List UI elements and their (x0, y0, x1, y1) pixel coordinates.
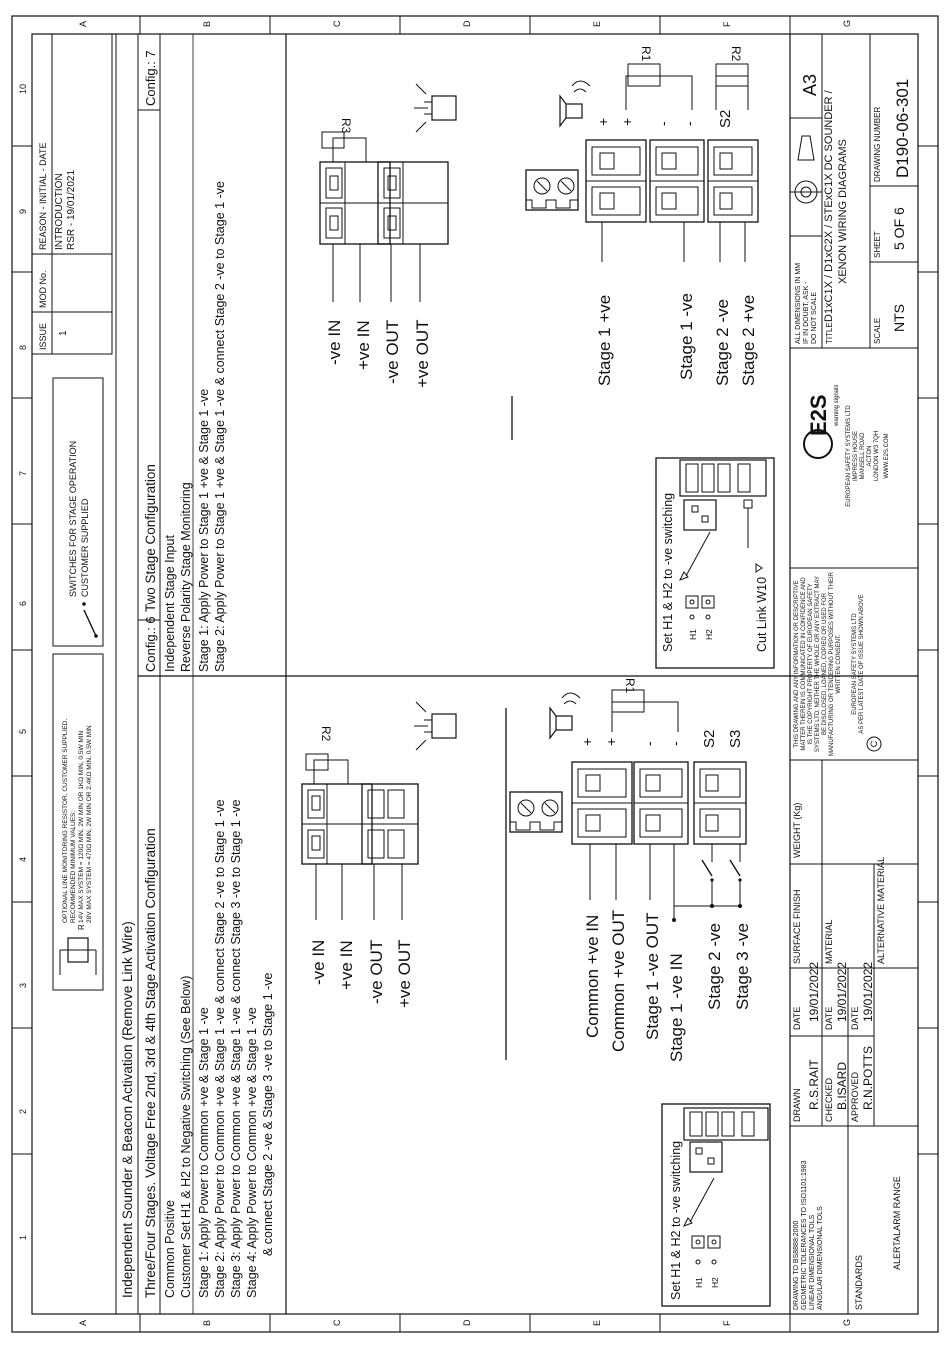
config6-line1: Common Positive (163, 1200, 177, 1298)
config6-sounder-wiring (510, 678, 752, 1062)
config6-sounder-label-3: Stage 1 -ve OUT (643, 912, 662, 1040)
config7-line2: Reverse Polarity Stage Monitoring (179, 482, 193, 672)
checked-name: B.ISARD (835, 1061, 849, 1110)
config6-switch-box (662, 1104, 770, 1306)
terminal-block (586, 140, 646, 222)
resistor (306, 754, 348, 784)
drawn-date: 19/01/2022 (807, 961, 821, 1022)
config6-line3: Stage 1: Apply Power to Common +ve & Stage 1 -ve (197, 1007, 211, 1298)
grid-number: 5 (18, 728, 28, 734)
h2-label: H2 (704, 629, 714, 640)
config6-r2-label: R2 (319, 726, 333, 742)
confidential-line1: THIS DRAWING AND ANY INFORMATION OR DESCRIPTIVE (794, 580, 800, 748)
projection-icon (790, 136, 822, 203)
sheet-size: A3 (800, 73, 820, 96)
grid-letter: D (462, 1319, 472, 1326)
std-line2: GEOMETRIC TOLERANCES TO ISO1101:1983 (801, 1160, 808, 1310)
rev-col-reason: REASON - INITIAL - DATE (38, 142, 48, 250)
config6-description (143, 676, 275, 1314)
grid-number: 9 (18, 208, 28, 214)
title-line2: XENON WIRING DIAGRAMS (837, 139, 849, 284)
weight-label: WEIGHT (Kg) (792, 802, 802, 858)
config6-beacon-label-2: +ve IN (337, 940, 356, 990)
config7-switch-box (656, 458, 774, 668)
grid-letter: C (332, 1319, 342, 1326)
config6-beacon-wiring (302, 702, 456, 1008)
logo-sub: warning signals (834, 384, 840, 426)
config7-beacon-label-2: +ve IN (354, 320, 373, 370)
confidential-line3: IS THE COPYRIGHT PROPERTY OF EUROPEAN SAFETY (808, 583, 814, 745)
beacon-icon (414, 702, 456, 750)
confidential-line8: EUROPEAN SAFETY SYSTEMS LTD (852, 613, 858, 715)
title-block (790, 34, 918, 1314)
config6-beacon-label-4: +ve OUT (395, 939, 414, 1008)
revision-block (32, 34, 112, 354)
config6-s2-label: S2 (701, 729, 718, 748)
material-label: MATERIAL (824, 919, 834, 964)
config6-line5: Stage 3: Apply Power to Common +ve & Stage 1 -ve & connect Stage 3 -ve to Stage 1 -ve (229, 799, 243, 1298)
config6-line2: Customer Set H1 & H2 to Negative Switching (See Below) (179, 975, 193, 1298)
resistor-note-line2: RECOMMENDED MINIMUM VALUES: (70, 810, 77, 923)
beacon-icon (414, 84, 456, 132)
config6-sounder-label-1: Common +ve IN (583, 914, 602, 1038)
config7-title: Two Stage Configuration (143, 464, 158, 612)
r3-label: R3 (339, 118, 353, 134)
grid-letter: B (202, 20, 212, 27)
grid-number: 7 (18, 470, 28, 476)
grid-letter: A (78, 20, 88, 27)
grid-letter: E (592, 20, 602, 27)
switch-note-line2: CUSTOMER SUPPLIED (80, 498, 90, 597)
switch-note (53, 378, 103, 646)
config7-sounder-label-2: Stage 1 -ve (677, 293, 696, 380)
grid-letter: G (842, 1318, 852, 1326)
grid-letter: B (202, 1319, 212, 1326)
checked-date: 19/01/2022 (835, 961, 849, 1022)
pcb-terminals (680, 460, 766, 496)
jumper-icon (692, 1236, 720, 1264)
config6-title: Three/Four Stages. Voltage Free 2nd, 3rd & 4th Stage Activation Configuration (143, 828, 158, 1298)
grid-letter: E (592, 1319, 602, 1326)
config7-beacon-label-4: +ve OUT (413, 319, 432, 388)
config7-beacon-label-3: -ve OUT (383, 319, 402, 384)
surface-label: SURFACE FINISH (792, 889, 802, 964)
sign-2: + (619, 117, 635, 126)
grid-letter: D (462, 20, 472, 27)
jumper-icon (686, 596, 714, 619)
cut-link-label: Cut Link W10 (755, 576, 769, 652)
approved-date-label: DATE (850, 1006, 860, 1030)
config7-sounder-wiring (526, 46, 758, 386)
resistor-note-line3: 14V MAX SYSTEM = 120Ω MIN, 2W MIN OR 1KΩ MIN, 0.5W MIN (78, 730, 85, 923)
confidential-line7: WRITTEN CONSENT. (836, 634, 842, 694)
company-line3: MANSELL ROAD (860, 432, 866, 480)
r2-label: R2 (729, 46, 743, 62)
config7-sounder-label-1: Stage 1 +ve (595, 294, 614, 386)
resistor (626, 64, 692, 110)
grid-number: 8 (18, 344, 28, 350)
standards-label: STANDARDS (854, 1255, 864, 1310)
config6-line7: & connect Stage 2 -ve & Stage 3 -ve to Stage 1 -ve (261, 972, 275, 1256)
config6-sounder-label-4: Stage 1 -ve IN (667, 953, 686, 1062)
terminal-screw-block (510, 792, 562, 832)
grid-letter: A (78, 1319, 88, 1326)
config7-line4: Stage 2: Apply Power to Stage 1 +ve & Stage 1 -ve & connect Stage 2 -ve to Stage 1 -ve (213, 181, 227, 672)
sign-4: - (681, 121, 697, 126)
config6-r1-label: R1 (623, 678, 637, 694)
copyright-icon (867, 737, 881, 751)
title-label: TITLE (825, 322, 834, 344)
s2-label: S2 (717, 109, 734, 128)
checked-label: CHECKED (824, 1077, 834, 1122)
terminal-block (650, 140, 704, 222)
scale-label: SCALE (873, 317, 882, 344)
config7-sounder-label-3: Stage 2 -ve (713, 299, 732, 386)
checked-date-label: DATE (824, 1006, 834, 1030)
grid-letter: C (332, 20, 342, 27)
config6-beacon-label-1: -ve IN (309, 939, 328, 985)
resistor-note-line1: OPTIONAL LINE MONITORING RESISTOR, CUSTOMER SUPPLIED. (62, 718, 69, 923)
config6-sign-1: + (579, 737, 595, 746)
switch-s3-icon (730, 844, 742, 908)
rev-col-issue: ISSUE (38, 322, 48, 350)
std-line4: ANGULAR DIMENSIONAL TOLS (817, 1206, 824, 1310)
sounder-icon (550, 693, 580, 738)
confidential-line2: MATTER THEREIN IS COMMUNICATED IN CONFIDENCE AND (801, 577, 807, 751)
sign-3: - (655, 121, 671, 126)
config6-h1-label: H1 (694, 1277, 704, 1288)
terminal-block (378, 162, 448, 244)
config6-sign-2: + (603, 737, 619, 746)
resistor-symbol-icon (60, 938, 96, 975)
terminal-block (362, 784, 418, 864)
confidential-line9: AS PER LATEST DATE OF ISSUE SHOWN ABOVE (859, 594, 865, 734)
sounder-icon (560, 81, 590, 126)
company-line4: ACTON (867, 445, 873, 467)
terminal-block (634, 762, 688, 844)
grid-number: 6 (18, 600, 28, 606)
config7-beacon-wiring (320, 84, 456, 388)
terminal-block (708, 140, 758, 222)
dims-line1: ALL DIMENSIONS IN MM (795, 262, 802, 344)
grid-number: 2 (18, 1108, 28, 1114)
e2s-logo (804, 385, 840, 458)
config6-h2-label: H2 (710, 1277, 720, 1288)
logo-text: E2S (806, 394, 831, 436)
drawn-label: DRAWN (792, 1088, 802, 1122)
drawn-name: R.S.RAIT (807, 1059, 821, 1110)
copyright-symbol: C (869, 740, 879, 748)
h1-label: H1 (688, 629, 698, 640)
scale-value: NTS (891, 304, 907, 332)
config7-description (143, 34, 227, 676)
range: ALERTALARM RANGE (892, 1176, 902, 1270)
config7-switch-title: Set H1 & H2 to -ve switching (661, 492, 675, 652)
dwg-label: DRAWING NUMBER (873, 106, 882, 182)
approved-name: R.N.POTTS (861, 1045, 875, 1110)
confidential-line4: SYSTEMS LTD. NEITHER THE WHOLE OR ANY EXTRACT MAY (815, 575, 821, 753)
std-line1: DRAWING TO BS8888:2000 (793, 1220, 800, 1310)
r1-label: R1 (639, 46, 653, 62)
terminal-screw-block (526, 170, 578, 210)
rev-reason-2: RSR - 19/01/2021 (66, 169, 77, 250)
terminal-block (572, 762, 632, 844)
company-line5: LONDON W3 7QH (874, 430, 880, 482)
confidential-line6: MANUFACTURING OR TENDERING PURPOSES WITHOUT THEIR (829, 571, 835, 757)
pcb-terminals (684, 1108, 768, 1140)
approved-label: APPROVED (850, 1071, 860, 1122)
resistor (612, 690, 678, 732)
config6-sounder-label-2: Common +ve OUT (609, 909, 628, 1052)
grid-number: 4 (18, 856, 28, 862)
resistor-note (53, 654, 103, 990)
switch-s2-icon (702, 844, 714, 908)
resistor (322, 132, 366, 162)
sheet-label: SHEET (873, 231, 882, 258)
rev-reason-1: INTRODUCTION (54, 173, 65, 250)
rev-issue: 1 (58, 330, 69, 336)
config6-label: Config.: 6 (143, 616, 158, 672)
config7-beacon-label-1: -ve IN (325, 319, 344, 365)
grid-number: 10 (18, 83, 28, 94)
drawn-date-label: DATE (792, 1006, 802, 1030)
config7-sounder-label-4: Stage 2 +ve (739, 294, 758, 386)
config7-line3: Stage 1: Apply Power to Stage 1 +ve & Stage 1 -ve (197, 388, 211, 672)
config6-sounder-label-6: Stage 3 -ve (733, 923, 752, 1010)
sheet-value: 5 OF 6 (891, 207, 907, 250)
dims-line3: DO NOT SCALE (811, 292, 818, 344)
grid-number: 1 (18, 1234, 28, 1240)
resistor-note-line4: 28V MAX SYSTEM = 470Ω MIN, 2W MIN OR 2.4KΩ MIN, 0.5W MIN (86, 725, 93, 923)
rev-col-mod: MOD No. (38, 270, 48, 308)
resistor (716, 64, 748, 110)
company-line6: WWW.E2S.COM (884, 433, 890, 479)
config6-line4: Stage 2: Apply Power to Common +ve & Stage 1 -ve & connect Stage 2 -ve to Stage 1 -ve (213, 799, 227, 1298)
config6-sounder-label-5: Stage 2 -ve (705, 923, 724, 1010)
terminal-block (694, 762, 746, 844)
config7-label: Config.: 7 (143, 50, 158, 106)
sign-1: + (595, 117, 611, 126)
approved-date: 19/01/2022 (861, 961, 875, 1022)
config6-switch-title: Set H1 & H2 to -ve switching (669, 1140, 683, 1300)
config6-sign-4: - (667, 741, 683, 746)
config6-sign-3: - (641, 741, 657, 746)
grid-number: 3 (18, 982, 28, 988)
title-line1: D1xC1X / D1xC2X / STExC1X DC SOUNDER / (823, 90, 835, 322)
config6-line6: Stage 4: Apply Power to Common +ve & Stage 1 -ve (245, 1007, 259, 1298)
dims-line2: IF IN DOUBT, ASK - (803, 281, 810, 344)
config6-s3-label: S3 (727, 729, 744, 748)
switch-symbol-icon (82, 602, 98, 638)
drawing-number: D190-06-301 (893, 78, 912, 178)
grid-letter: G (842, 19, 852, 27)
config6-beacon-label-3: -ve OUT (367, 939, 386, 1004)
grid-letter: F (722, 21, 732, 27)
company-line1: EUROPEAN SAFETY SYSTEMS LTD (846, 405, 852, 507)
confidential-line5: BE DISCLOSED, LOANED, COPIED OR USED FOR (822, 592, 828, 736)
std-line3: LINEAR DIMENSIONAL TOLS (809, 1214, 816, 1310)
grid-letter: F (722, 1320, 732, 1326)
header-title: Independent Sounder & Beacon Activation (Remove Link Wire) (120, 921, 135, 1298)
switch-note-line1: SWITCHES FOR STAGE OPERATION (68, 440, 78, 597)
alt-material-label: ALTERNATIVE MATERIAL (876, 856, 886, 964)
resistor-label: R (77, 924, 86, 930)
config7-line1: Independent Stage Input (163, 535, 177, 672)
company-line2: IMPRESS HOUSE (853, 430, 859, 482)
